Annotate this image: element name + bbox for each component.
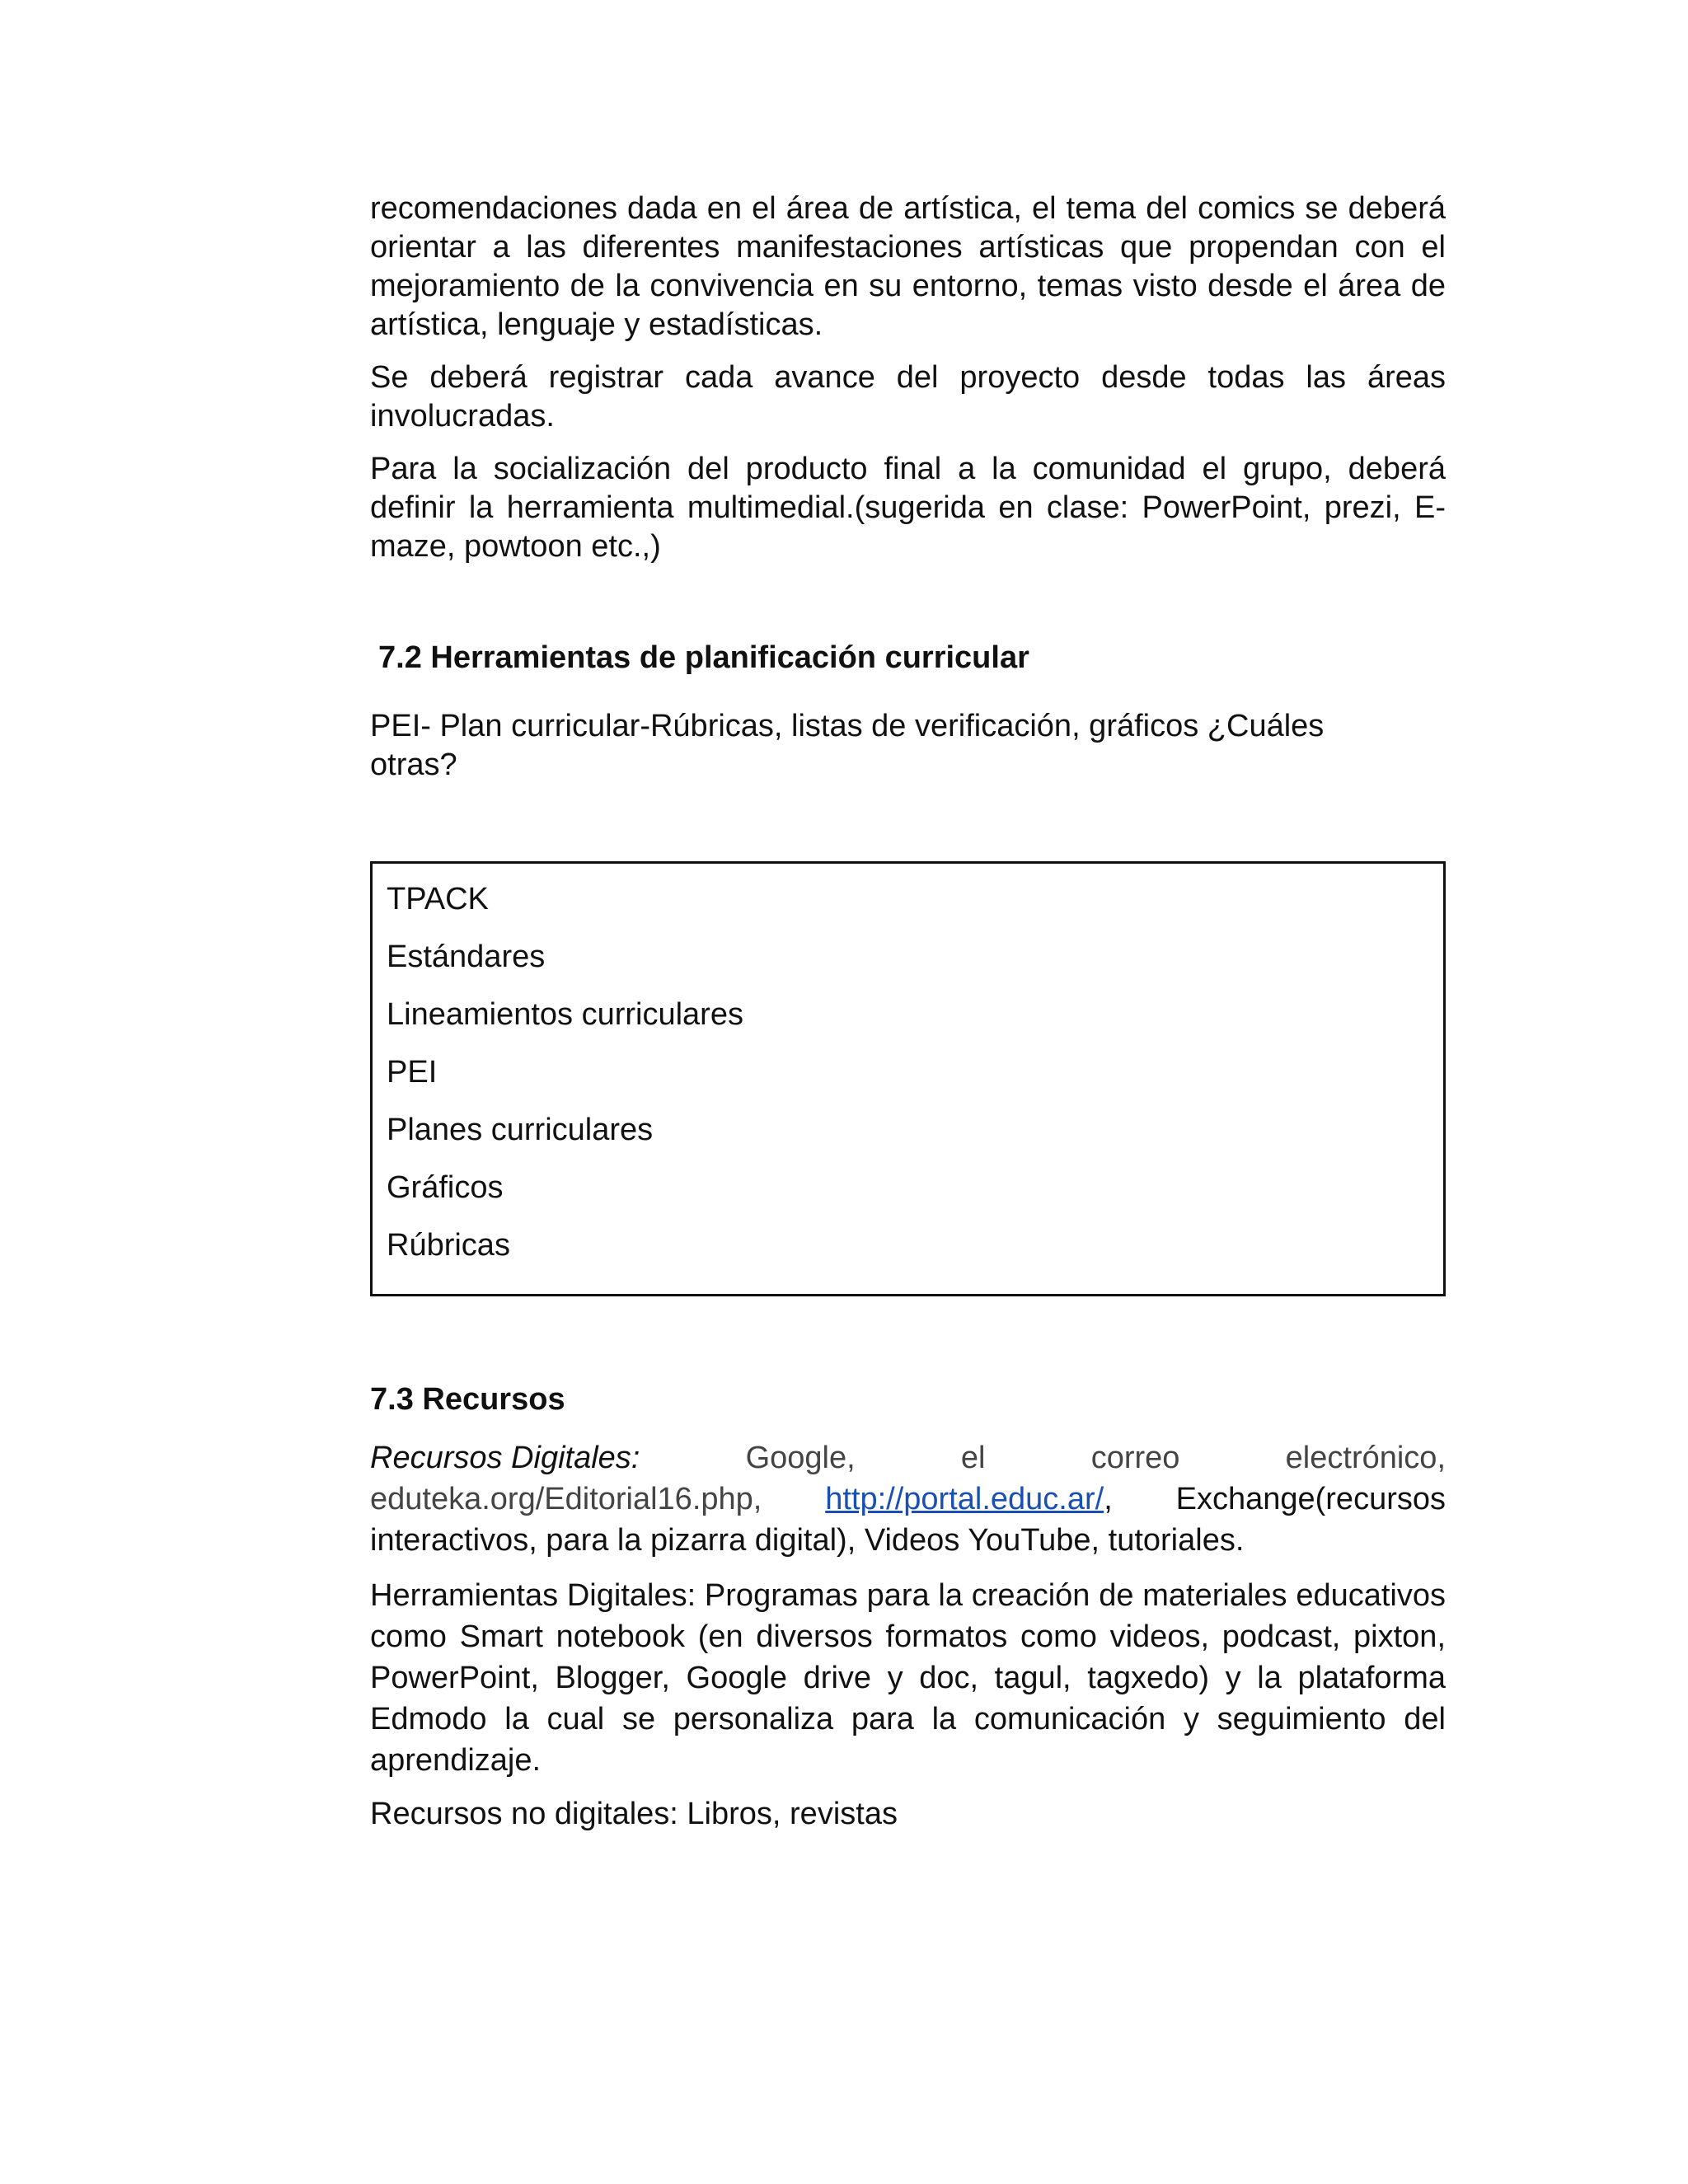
heading-section-7-2: 7.2 Herramientas de planificación curricular bbox=[378, 640, 1029, 675]
recursos-eduteka: eduteka.org/Editorial16.php, bbox=[370, 1482, 762, 1516]
paragraph-socialization: Para la socialización del producto final a la comunidad el grupo, deberá definir la herramienta multimedial.(sugerida en clase: PowerPoint, prezi, E-maze, powtoon etc.,) bbox=[370, 452, 1446, 564]
recursos-item-google: Google, bbox=[745, 1441, 856, 1475]
paragraph-comics-topic: recomendaciones dada en el área de artística, el tema del comics se deberá orientar a las diferentes manifestaciones artísticas que propendan con el mejoramiento de la convivencia en su entorno, temas visto desde el área de artística, lenguaje y estadísticas. bbox=[370, 191, 1446, 342]
portal-educ-link[interactable]: http://portal.educ.ar/ bbox=[825, 1482, 1104, 1516]
paragraph-project-progress: Se deberá registrar cada avance del proyecto desde todas las áreas involucradas. bbox=[370, 360, 1446, 434]
paragraph-herramientas-digitales: Herramientas Digitales: Programas para la creación de materiales educativos como Smart notebook (en diversos formatos como videos, podcast, pixton, PowerPoint, Blogger, Google drive y doc, tagul, tagxedo) y la plataforma Edmodo la cual se personaliza para la comunicación y seguimiento del aprendizaje. bbox=[370, 1578, 1446, 1778]
paragraph-recursos-digitales bbox=[370, 1437, 1446, 1561]
paragraph-recursos-no-digitales: Recursos no digitales: Libros, revistas bbox=[370, 1797, 898, 1831]
recursos-item-el: el bbox=[960, 1441, 986, 1475]
box-item-rubricas: Rúbricas bbox=[387, 1228, 510, 1263]
box-item-graficos: Gráficos bbox=[387, 1170, 504, 1205]
box-item-pei: PEI bbox=[387, 1055, 438, 1090]
box-item-estandares: Estándares bbox=[387, 940, 546, 974]
document-content bbox=[370, 190, 1446, 1834]
recursos-item-electronico: electrónico, bbox=[1285, 1441, 1446, 1475]
paragraph-planning-tools: PEI- Plan curricular-Rúbricas, listas de verificación, gráficos ¿Cuáles otras? bbox=[370, 709, 1325, 782]
recursos-item-correo: correo bbox=[1090, 1441, 1180, 1475]
recursos-exchange: Exchange(recursos bbox=[1175, 1482, 1446, 1516]
recursos-digitales-label: Recursos Digitales: bbox=[370, 1441, 640, 1475]
recursos-line-2 bbox=[370, 1479, 1446, 1520]
planning-tools-box bbox=[370, 861, 1446, 1296]
box-item-planes: Planes curriculares bbox=[387, 1113, 654, 1147]
recursos-line-3: interactivos, para la pizarra digital), Videos YouTube, tutoriales. bbox=[370, 1523, 1245, 1558]
heading-section-7-3: 7.3 Recursos bbox=[370, 1382, 565, 1417]
recursos-link-wrap bbox=[825, 1479, 1113, 1520]
box-item-tpack: TPACK bbox=[387, 882, 489, 916]
link-comma: , bbox=[1104, 1482, 1113, 1516]
recursos-line-1 bbox=[370, 1437, 1446, 1479]
box-item-lineamientos: Lineamientos curriculares bbox=[387, 997, 743, 1032]
